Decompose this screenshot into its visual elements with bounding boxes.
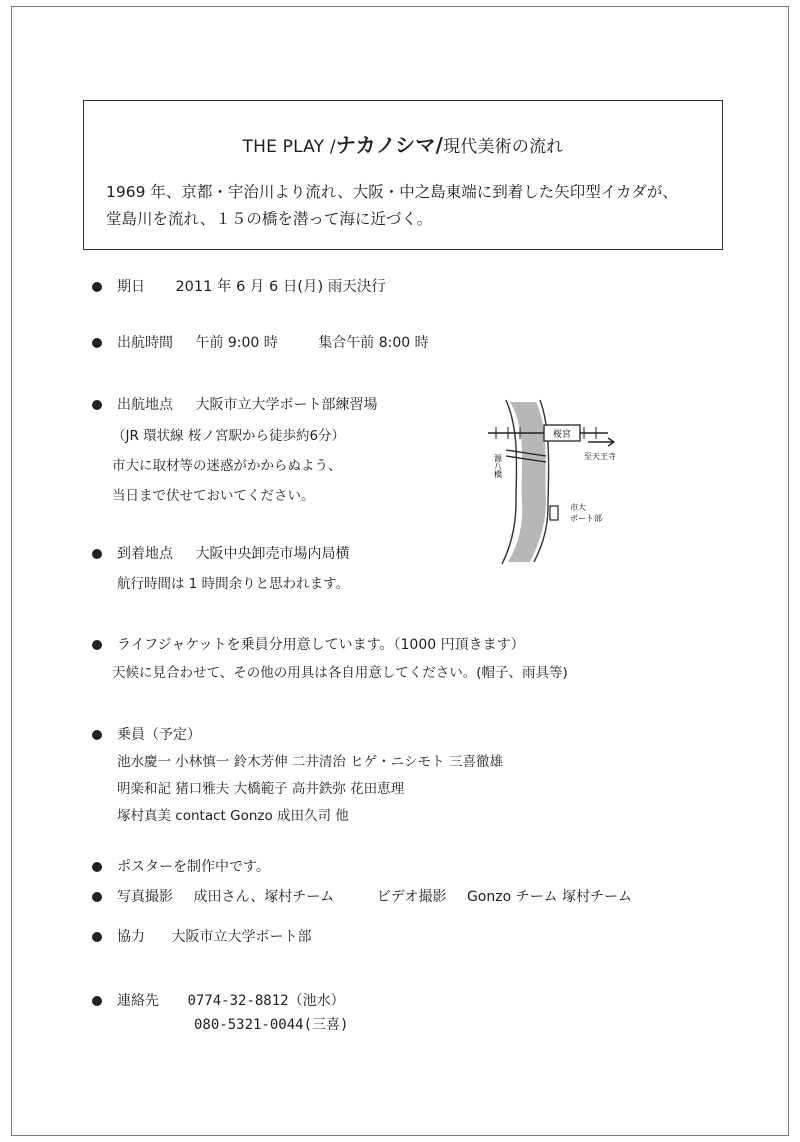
access-note: （JR 環状線 桜ノ宮駅から徒歩約6分） — [112, 428, 346, 444]
boathouse-icon — [550, 506, 558, 520]
intro-line-1: 1969 年、京都・宇治川より流れ、大阪・中之島東端に到着した矢印型イカダが、 — [106, 183, 678, 201]
crew-names-2: 明楽和記 猪口雅夫 大橋範子 高井鉄弥 花田恵理 — [117, 781, 405, 797]
cooperation-label: 協力 — [117, 929, 145, 945]
bullet-icon — [92, 932, 102, 942]
poster-note: ポスターを制作中です。 — [117, 859, 270, 875]
lifejacket-row: ライフジャケットを乗員分用意しています。（1000 円頂きます） — [117, 637, 525, 653]
cooperation-value: 大阪市立大学ボート部 — [171, 929, 312, 945]
station-label: 桜宮 — [552, 430, 572, 440]
crew-names-3: 塚村真美 contact Gonzo 成田久司 他 — [117, 808, 349, 824]
arrival-value: 大阪中央卸売市場内局横 — [195, 546, 350, 562]
arrival-row — [117, 544, 349, 564]
photo-value: 成田さん、塚村チーム — [193, 889, 335, 905]
document-title — [84, 129, 722, 158]
gathering-time: 集合午前 8:00 時 — [318, 335, 429, 351]
confidential-note-2: 当日まで伏せておいてください。 — [112, 488, 315, 504]
club-label-2: ボート部 — [570, 514, 602, 523]
departure-time-row — [117, 333, 429, 353]
date-value: 2011 年 6 月 6 日(月) 雨天決行 — [175, 279, 386, 295]
video-value: Gonzo チーム 塚村チーム — [466, 889, 633, 905]
club-label-1: 市大 — [570, 503, 586, 512]
bullet-icon — [92, 730, 102, 740]
photo-row — [117, 887, 632, 907]
bullet-icon — [92, 549, 102, 559]
bullet-icon — [92, 892, 102, 902]
title-suffix: 現代美術の流れ — [443, 137, 564, 157]
date-label: 期日 — [117, 279, 145, 295]
title-prefix: THE PLAY / — [242, 137, 336, 157]
intro-line-2: 堂島川を流れ、１５の橋を潜って海に近づく。 — [106, 210, 433, 228]
tennoji-label: 至天王寺 — [584, 452, 616, 461]
contact-label: 連絡先 — [117, 993, 159, 1009]
departure-place-value: 大阪市立大学ボート部練習場 — [195, 397, 378, 413]
contact-phone-2: 080-5321-0044(三喜) — [194, 1017, 349, 1033]
departure-place-row — [117, 395, 377, 415]
departure-time-label: 出航時間 — [117, 335, 173, 351]
bullet-icon — [92, 862, 102, 872]
bullet-icon — [92, 400, 102, 410]
arrow-right-icon — [588, 438, 614, 446]
cooperation-row — [117, 927, 311, 947]
bullet-icon — [92, 338, 102, 348]
arrival-label: 到着地点 — [117, 546, 173, 562]
bridge-label: 源八橋 — [493, 454, 503, 478]
equipment-note: 天候に見合わせて、その他の用具は各自用意してください。(帽子、雨具等) — [112, 665, 568, 681]
crew-names-1: 池水慶一 小林慎一 鈴木芳伸 二井清治 ヒゲ・ニシモト 三喜徹雄 — [117, 754, 503, 770]
departure-place-label: 出航地点 — [117, 397, 173, 413]
bullet-icon — [92, 640, 102, 650]
route-map — [480, 392, 640, 567]
intro-text — [106, 179, 678, 233]
bullet-icon — [92, 996, 102, 1006]
title-emphasis: ナカノシマ/ — [335, 133, 444, 157]
crew-label: 乗員（予定） — [117, 727, 201, 743]
photo-label: 写真撮影 — [117, 889, 173, 905]
date-row — [117, 277, 386, 297]
travel-time-note: 航行時間は 1 時間余りと思われます。 — [117, 576, 350, 592]
departure-time-value: 午前 9:00 時 — [195, 335, 278, 351]
bullet-icon — [92, 282, 102, 292]
video-label: ビデオ撮影 — [376, 889, 447, 905]
header-box — [83, 100, 723, 250]
riverbank-line — [502, 400, 517, 564]
confidential-note-1: 市大に取材等の迷惑がかからぬよう、 — [112, 458, 342, 474]
contact-row — [117, 991, 345, 1011]
contact-phone-1: 0774-32-8812（池水） — [187, 993, 345, 1009]
